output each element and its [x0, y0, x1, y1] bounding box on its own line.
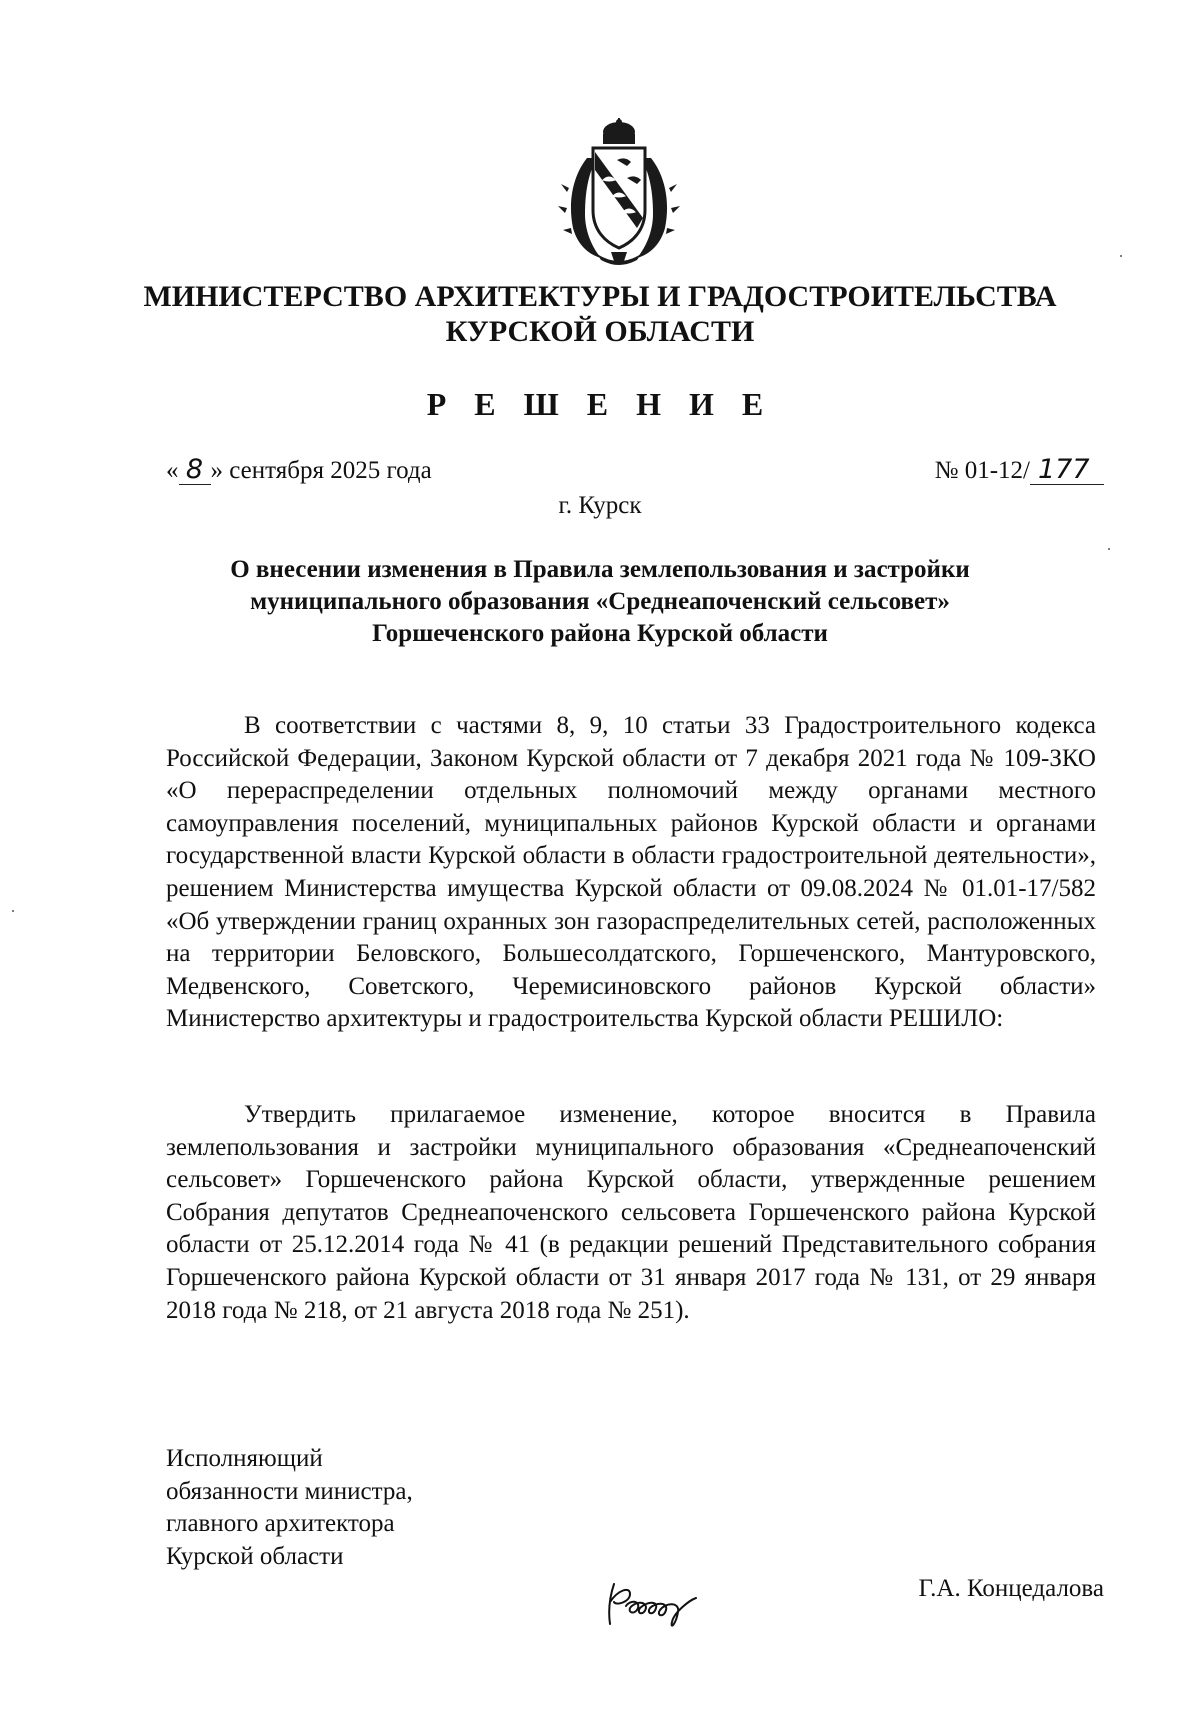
- document-type-title: Р Е Ш Е Н И Е: [426, 386, 774, 422]
- signatory-position: [166, 1443, 413, 1573]
- number-value-handwritten: 177: [1030, 456, 1104, 485]
- position-line3: главного архитектора: [166, 1510, 395, 1537]
- date-day-handwritten: 8: [179, 456, 211, 485]
- number-prefix: № 01-12/: [934, 457, 1030, 484]
- position-line2: обязанности министра,: [166, 1477, 413, 1505]
- scan-speck: [1108, 548, 1110, 550]
- body-paragraph-2-text: Утвердить прилагаемое изменение, которое вносится в Правила землепользования и застройки муниципального образования «Среднеапоченский сельсовет» Горшеченского района Курской области, утвержденные решением Собрания депутатов Среднеапоченского сельсовета Горшеченского района Курской области от 25.12.2014 года № 41 (в редакции решений Представительного собрания Горшеченского района Курской области от 31 января 2017 года № 131, от 29 января 2018 года № 218, от 21 августа 2018 года № 251).: [166, 1101, 1096, 1324]
- body-paragraph-1: [166, 710, 1096, 1036]
- scan-speck: [1120, 255, 1122, 257]
- ministry-name-line1: МИНИСТЕРСТВО АРХИТЕКТУРЫ И ГРАДОСТРОИТЕЛЬСТВА: [143, 280, 1057, 313]
- body-paragraph-1-text: В соответствии с частями 8, 9, 10 статьи 33 Градостроительного кодекса Российской Федерации, Законом Курской области от 7 декабря 2021 года № 109-ЗКО «О перераспределении отдельных полномочий между органами местного самоуправления поселений, муниципальных районов Курской области и органами государственной власти Курской области в области градостроительной деятельности», решением Министерства имущества Курской области от 09.08.2024 № 01.01-17/582 «Об утверждении границ охранных зон газораспределительных сетей, расположенных на территории Беловского, Большесолдатского, Горшеченского, Мантуровского, Медвенского, Советского, Черемисиновского районов Курской области» Министерство архитектуры и градостроительства Курской области РЕШИЛО:: [166, 712, 1096, 1033]
- position-line4: Курской области: [166, 1542, 344, 1570]
- document-city: г. Курск: [558, 492, 642, 519]
- scan-speck: [12, 910, 14, 912]
- kursk-oblast-coat-of-arms-icon: [557, 118, 681, 268]
- subject-line1: О внесении изменения в Правила землепользования и застройки: [230, 556, 970, 583]
- body-paragraph-2: [166, 1099, 1096, 1327]
- document-number: [935, 455, 1104, 487]
- subject-line3: Горшеченского района Курской области: [372, 620, 828, 647]
- signer-name: Г.А. Концедалова: [918, 1575, 1104, 1602]
- handwritten-signature-icon: [600, 1572, 760, 1632]
- document-date: [166, 455, 432, 487]
- subject-line2: муниципального образования «Среднеапоченский сельсовет»: [250, 588, 950, 615]
- date-rest: » сентября 2025 года: [210, 457, 432, 484]
- date-open-quote: «: [166, 457, 179, 484]
- position-line1: Исполняющий: [166, 1445, 323, 1472]
- ministry-name-line2: КУРСКОЙ ОБЛАСТИ: [445, 315, 755, 348]
